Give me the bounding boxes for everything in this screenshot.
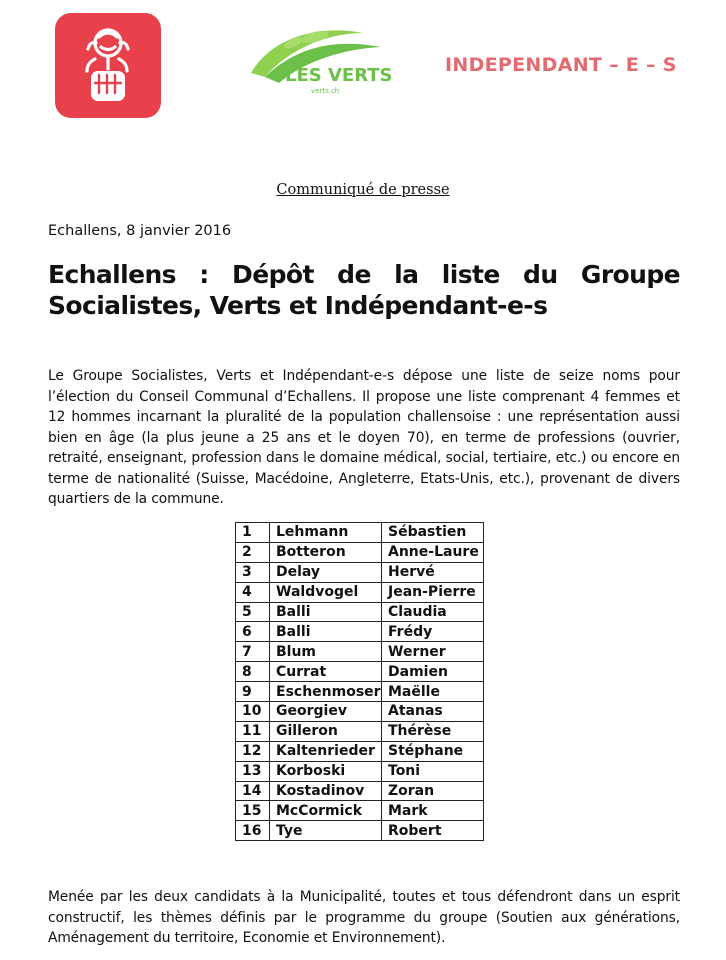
candidate-last-name: Lehmann [270,523,382,543]
candidate-first-name: Frédy [382,622,484,642]
date-line: Echallens, 8 janvier 2016 [48,223,232,239]
candidate-last-name: McCormick [270,801,382,821]
table-row [236,662,484,682]
candidate-last-name: Botteron [270,542,382,562]
intro-paragraph: Le Groupe Socialistes, Verts et Indépendant-e-s dépose une liste de seize noms pour l’élection du Conseil Communal d’Echallens. Il propose une liste comprenant 4 femmes et 12 hommes incarnant la pluralité de la population challensoise : une représentation aussi bien en âge (la plus jeune a 25 ans et le doyen 70), en terme de professions (ouvrier, retraité, enseignant, profession dans le domaine médical, social, tertiaire, etc.) ou encore en terme de nationalité (Suisse, Macédoine, Angleterre, Etats-Unis, etc.), provenant de divers quartiers de la commune. [48,368,680,507]
table-row [236,682,484,702]
candidate-number: 8 [236,662,270,682]
candidate-first-name: Damien [382,662,484,682]
candidate-first-name: Robert [382,821,484,841]
table-row [236,562,484,582]
candidate-first-name: Mark [382,801,484,821]
candidate-first-name: Claudia [382,602,484,622]
candidate-first-name: Thérèse [382,721,484,741]
candidate-number: 15 [236,801,270,821]
title-line-2: Socialistes, Verts et Indépendant-e-s [48,291,548,320]
candidate-last-name: Blum [270,642,382,662]
candidate-first-name: Toni [382,761,484,781]
candidate-last-name: Currat [270,662,382,682]
candidate-number: 14 [236,781,270,801]
candidate-number: 3 [236,562,270,582]
ps-rose-fist-logo-icon [55,13,161,118]
candidate-list-table [235,522,484,841]
candidate-first-name: Werner [382,642,484,662]
candidate-number: 6 [236,622,270,642]
table-row [236,542,484,562]
les-verts-logo-text: LES VERTS [285,65,393,86]
candidate-first-name: Jean-Pierre [382,582,484,602]
table-row [236,702,484,722]
title-line-1: Echallens : Dépôt de la liste du Groupe [48,260,680,289]
candidate-last-name: Gilleron [270,721,382,741]
table-row [236,741,484,761]
les-verts-logo [243,25,395,103]
candidate-first-name: Sébastien [382,523,484,543]
table-row [236,821,484,841]
candidate-first-name: Stéphane [382,741,484,761]
candidate-first-name: Anne-Laure [382,542,484,562]
candidate-last-name: Balli [270,602,382,622]
table-row [236,523,484,543]
les-verts-logo-url: verts.ch [311,87,340,95]
candidate-first-name: Maëlle [382,682,484,702]
candidate-last-name: Kostadinov [270,781,382,801]
table-row [236,761,484,781]
candidate-last-name: Waldvogel [270,582,382,602]
candidate-first-name: Hervé [382,562,484,582]
table-row [236,642,484,662]
candidate-number: 10 [236,702,270,722]
table-row [236,622,484,642]
press-release-label: Communiqué de presse [276,182,450,198]
candidate-last-name: Eschenmoser [270,682,382,702]
independants-logo: INDEPENDANT – E – S [445,54,677,76]
table-row [236,781,484,801]
candidate-first-name: Atanas [382,702,484,722]
candidate-last-name: Korboski [270,761,382,781]
candidate-number: 1 [236,523,270,543]
candidate-first-name: Zoran [382,781,484,801]
table-row [236,582,484,602]
candidate-last-name: Balli [270,622,382,642]
candidate-number: 16 [236,821,270,841]
candidate-last-name: Georgiev [270,702,382,722]
candidate-number: 4 [236,582,270,602]
table-row [236,721,484,741]
candidate-number: 5 [236,602,270,622]
candidate-number: 7 [236,642,270,662]
closing-paragraph: Menée par les deux candidats à la Municipalité, toutes et tous défendront dans un esprit constructif, les thèmes définis par le programme du groupe (Soutien aux générations, Aménagement du territoire, Economie et Environnement). [48,889,680,946]
candidate-number: 13 [236,761,270,781]
candidate-number: 9 [236,682,270,702]
candidate-list-body [236,523,484,841]
candidate-number: 12 [236,741,270,761]
table-row [236,801,484,821]
candidate-last-name: Delay [270,562,382,582]
candidate-last-name: Tye [270,821,382,841]
page-title [48,259,680,321]
candidate-last-name: Kaltenrieder [270,741,382,761]
candidate-number: 11 [236,721,270,741]
table-row [236,602,484,622]
candidate-number: 2 [236,542,270,562]
